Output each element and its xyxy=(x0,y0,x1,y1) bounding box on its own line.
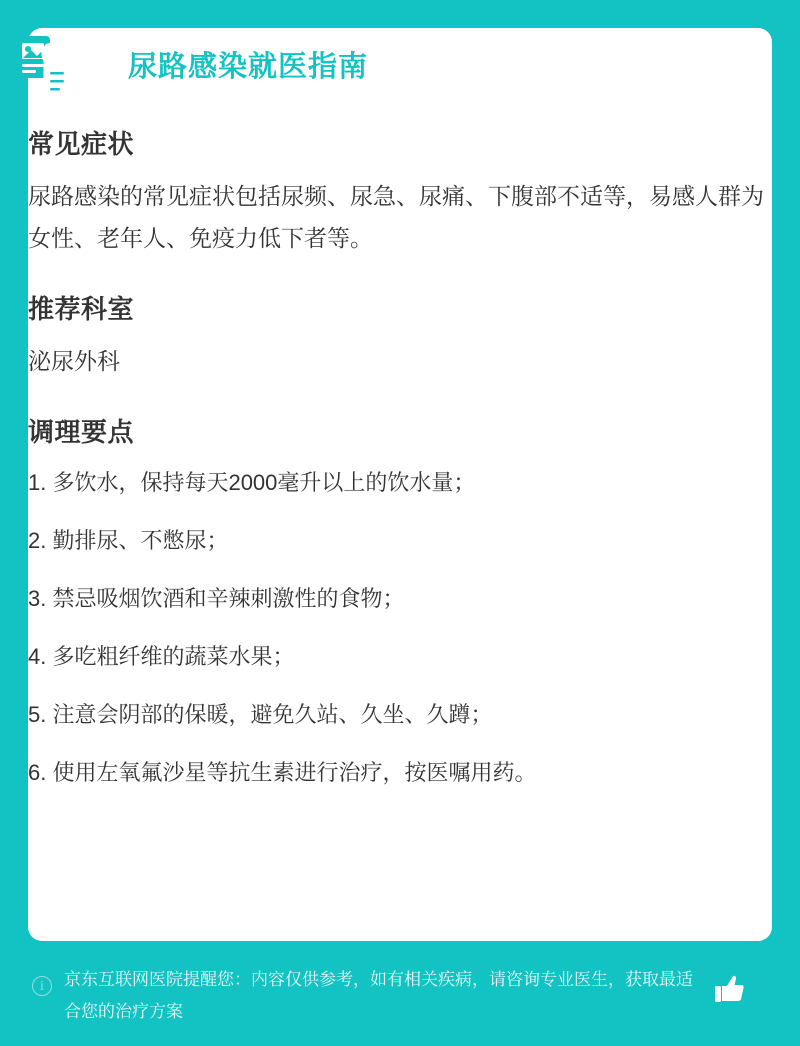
thumbs-up-icon[interactable] xyxy=(712,970,748,1006)
list-item: 5. 注意会阴部的保暖，避免久站、久坐、久蹲； xyxy=(28,702,493,727)
list-item: 2. 勤排尿、不憋尿； xyxy=(28,528,229,553)
footer xyxy=(28,958,772,1028)
section-heading-symptoms: 常见症状 xyxy=(28,129,135,159)
list-item: 6. 使用左氧氟沙星等抗生素进行治疗，按医嘱用药。 xyxy=(28,760,537,785)
section-text-symptoms: 尿路感染的常见症状包括尿频、尿急、尿痛、下腹部不适等，易感人群为女性、老年人、免疫力低下者等。 xyxy=(28,183,764,251)
document-illustration-icon xyxy=(14,28,80,108)
section-heading-department: 推荐科室 xyxy=(28,294,135,324)
section-heading-tips: 调理要点 xyxy=(28,417,135,447)
info-icon: i xyxy=(32,976,52,996)
tips-list xyxy=(28,463,774,793)
list-item: 4. 多吃粗纤维的蔬菜水果； xyxy=(28,644,295,669)
page-title: 尿路感染就医指南 xyxy=(128,51,369,83)
document-body xyxy=(28,108,774,811)
disclaimer-text: 京东互联网医院提醒您：内容仅供参考，如有相关疾病，请咨询专业医生，获取最适合您的治疗方案 xyxy=(64,970,693,1021)
list-item: 3. 禁忌吸烟饮酒和辛辣刺激性的食物； xyxy=(28,586,405,611)
list-item: 1. 多饮水，保持每天2000毫升以上的饮水量； xyxy=(28,470,476,495)
section-text-department: 泌尿外科 xyxy=(28,348,120,374)
